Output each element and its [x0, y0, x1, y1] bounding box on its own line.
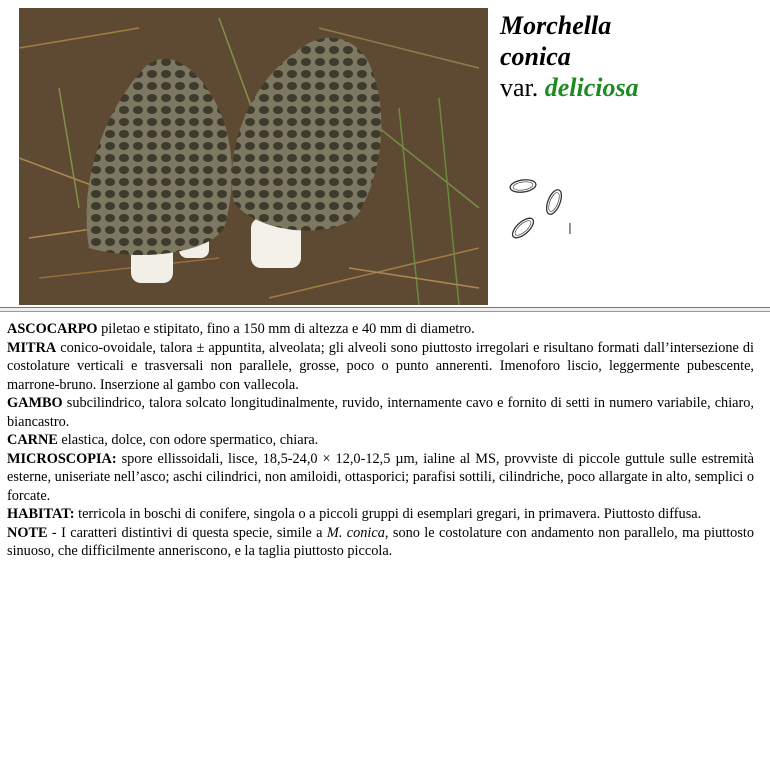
- note-text-after: , sono le costolature con andamento non parallelo, ma piuttosto sinuoso, che difficilmente anneriscono, e la taglia piuttosto piccola.: [7, 524, 754, 559]
- section-label: HABITAT:: [7, 506, 75, 522]
- section-microscopia: [7, 450, 754, 506]
- section-text: terricola in boschi di conifere, singola o a piccoli gruppi di esemplari gregari, in primavera. Piuttosto diffusa.: [74, 506, 702, 522]
- section-habitat: [7, 505, 754, 524]
- note-italic-name: M. conica: [326, 524, 385, 541]
- section-ascocarpo: [7, 320, 754, 339]
- divider: [0, 307, 770, 312]
- species-name: conica: [500, 42, 571, 71]
- morel-photo-icon: [19, 8, 488, 305]
- section-label: CARNE: [7, 432, 58, 448]
- section-gambo: [7, 394, 754, 431]
- variety-line: [500, 72, 760, 103]
- section-text: subcilindrico, talora solcato longitudinalmente, ruvido, internamente cavo e fornito di setti in numero variabile, chiaro, biancastro.: [7, 395, 754, 430]
- morel-photo: [19, 8, 488, 305]
- description: [7, 320, 754, 561]
- variety-name: deliciosa: [544, 73, 639, 102]
- section-label: GAMBO: [7, 395, 63, 411]
- section-text: elastica, dolce, con odore spermatico, chiara.: [57, 432, 319, 448]
- section-mitra: [7, 339, 754, 395]
- section-text: spore ellissoidali, lisce, 18,5-24,0 × 12,0-12,5 µm, ialine al MS, provviste di piccole guttule sulle estremità esterne, uniseriate nell’asco; aschi cilindrici, non amiloidi, ottasporici; parafisi sottili, cilindriche, poco allargate in alto, semplici o forcate.: [7, 450, 754, 504]
- section-label: MICROSCOPIA:: [7, 450, 117, 467]
- genus-name: Morchella: [500, 11, 612, 40]
- section-text: piletao e stipitato, fino a 150 mm di altezza e 40 mm di diametro.: [97, 321, 475, 337]
- variety-prefix: var.: [500, 73, 539, 102]
- note-text-before: - I caratteri distintivi di questa specie, simile a: [47, 524, 327, 541]
- section-text: conico-ovoidale, talora ± appuntita, alveolata; gli alveoli sono piuttosto irregolari e risultano formati dall’intersezione di costolature verticali e trasversali non parallele, grosse, poco o punto annerenti. Imenoforo liscio, leggermente pubescente, marrone-bruno. Inserzione al gambo con vallecola.: [7, 339, 754, 393]
- section-note: [7, 524, 754, 561]
- scale-mark: l: [568, 222, 572, 238]
- spore-drawing: [505, 170, 585, 250]
- species-title: [500, 10, 760, 103]
- section-label: MITRA: [7, 339, 57, 356]
- section-carne: [7, 431, 754, 450]
- spore-drawing-icon: [505, 170, 585, 250]
- section-label: ASCOCARPO: [7, 321, 98, 337]
- section-label: NOTE: [7, 524, 48, 541]
